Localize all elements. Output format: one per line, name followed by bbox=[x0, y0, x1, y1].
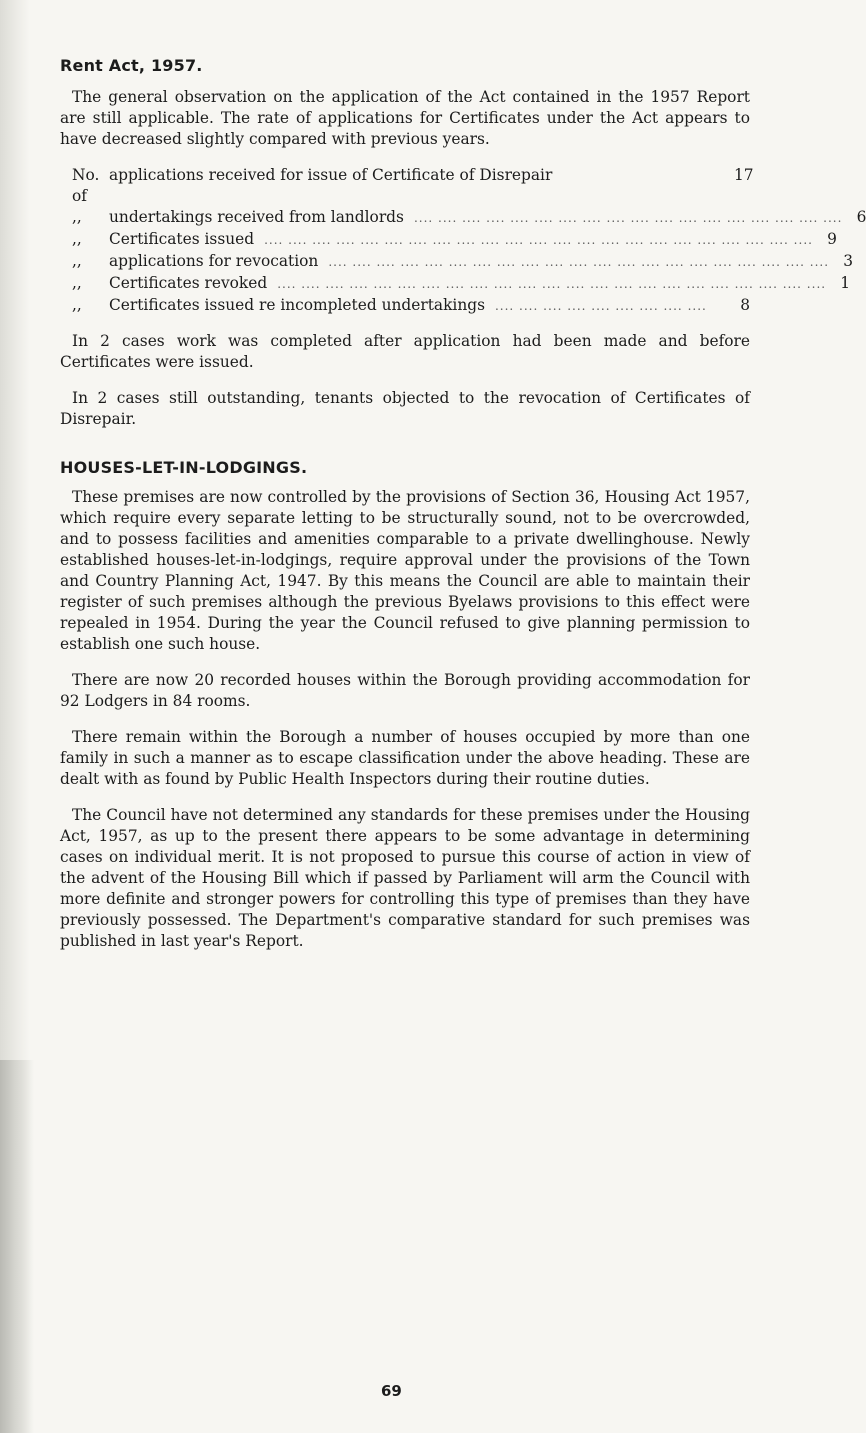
stat-prefix: ,, bbox=[72, 252, 82, 270]
binding-shadow bbox=[0, 1060, 34, 1433]
stat-row bbox=[60, 165, 754, 207]
paragraph: There are now 20 recorded houses within the Borough providing accommodation for 92 Lodgers in 84 rooms. bbox=[60, 671, 750, 710]
stat-row bbox=[60, 295, 750, 317]
page-content bbox=[60, 56, 866, 967]
stat-value: 6 bbox=[856, 208, 866, 226]
stat-label: Certificates issued re incompleted undertakings bbox=[109, 296, 485, 314]
stat-row bbox=[60, 207, 866, 229]
section-heading: HOUSES-LET-IN-LODGINGS. bbox=[60, 458, 308, 477]
stat-value: 8 bbox=[740, 296, 750, 314]
stat-prefix: ,, bbox=[72, 274, 82, 292]
statistics-list bbox=[60, 165, 866, 317]
stat-row bbox=[60, 229, 837, 251]
stat-value: 17 bbox=[734, 166, 754, 184]
paragraph: These premises are now controlled by the provisions of Section 36, Housing Act 1957, which require every separate letting to be structurally sound, not to be overcrowded, and to possess facilities and amenities comparable to a private dwellinghouse. Newly established houses-let-in-lodgings, require approval under the provisions of the Town and Country Planning Act, 1947. By this means the Council are able to maintain their register of such premises although the previous Byelaws provisions to this effect were repealed in 1954. During the year the Council refused to give planning permission to establish one such house. bbox=[60, 488, 750, 653]
paragraph: In 2 cases still outstanding, tenants objected to the revocation of Certificates of Disrepair. bbox=[60, 389, 750, 428]
paragraph: There remain within the Borough a number of houses occupied by more than one family in such a manner as to escape classification under the above heading. These are dealt with as found by Public Health Inspectors during their routine duties. bbox=[60, 728, 750, 788]
paragraph: In 2 cases work was completed after application had been made and before Certificates were issued. bbox=[60, 332, 750, 371]
stat-value: 3 bbox=[843, 252, 854, 270]
leader-dots: .... .... .... .... .... .... .... .... .... .... .... .... .... .... .... .... .... .... .... .... .... .... .... bbox=[264, 233, 813, 247]
leader-dots: .... .... .... .... .... .... .... .... .... .... .... .... .... .... .... .... .... .... .... .... .... bbox=[328, 255, 830, 269]
intro-paragraph: The general observation on the application of the Act contained in the 1957 Report are still applicable. The rate of applications for Certificates under the Act appears to have decreased slightly compared with previous years. bbox=[60, 88, 750, 148]
stat-row bbox=[60, 273, 851, 295]
leader-dots: .... .... .... .... .... .... .... .... .... .... .... .... .... .... .... .... .... .... bbox=[413, 211, 843, 225]
stat-prefix: ,, bbox=[72, 296, 82, 314]
paragraph: The Council have not determined any standards for these premises under the Housing Act, 1957, as up to the present there appears to be some advantage in determining cases on individual merit. It is not proposed to pursue this course of action in view of the advent of the Housing Bill which if passed by Parliament will arm the Council with more definite and stronger powers for controlling this type of premises than they have previously possessed. The Department's comparative standard for such premises was published in last year's Report. bbox=[60, 806, 750, 950]
stat-label: Certificates revoked bbox=[109, 274, 268, 292]
stat-row bbox=[60, 251, 854, 273]
section-title: Rent Act, 1957. bbox=[60, 56, 203, 75]
stat-prefix: ,, bbox=[72, 230, 82, 248]
page-number: 69 bbox=[381, 1382, 402, 1400]
stat-label: applications received for issue of Certificate of Disrepair bbox=[109, 166, 553, 184]
stat-label: Certificates issued bbox=[109, 230, 255, 248]
stat-prefix: No. of bbox=[72, 166, 100, 205]
stat-label: applications for revocation bbox=[109, 252, 319, 270]
stat-value: 9 bbox=[827, 230, 837, 248]
leader-dots: .... .... .... .... .... .... .... .... .... bbox=[494, 299, 707, 313]
stat-prefix: ,, bbox=[72, 208, 82, 226]
stat-label: undertakings received from landlords bbox=[109, 208, 404, 226]
stat-value: 1 bbox=[840, 274, 851, 292]
leader-dots: .... .... .... .... .... .... .... .... .... .... .... .... .... .... .... .... .... .... .... .... .... .... .... bbox=[277, 277, 827, 291]
